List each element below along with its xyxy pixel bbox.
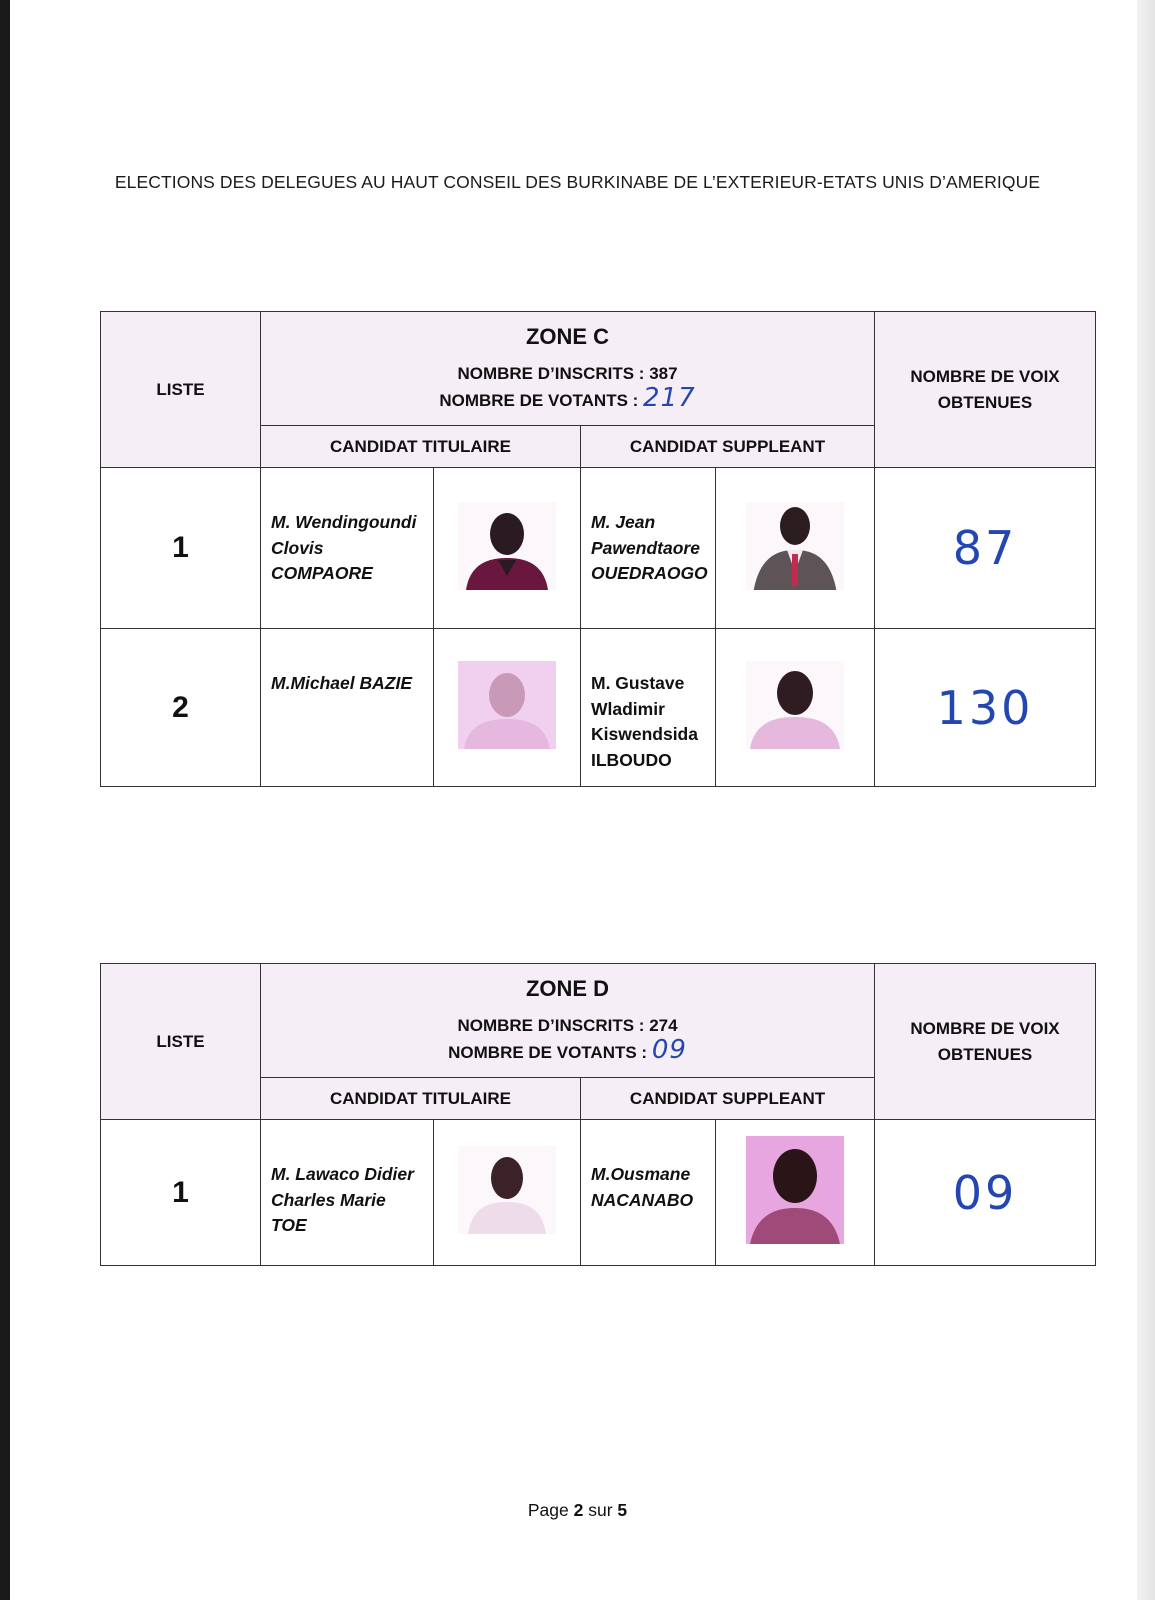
page-edge-right	[1137, 0, 1155, 1600]
person-photo-icon	[746, 661, 844, 749]
zone-header	[261, 312, 875, 426]
votes-cell	[875, 468, 1096, 629]
titulaire-name: M.Michael BAZIE	[261, 629, 434, 787]
liste-header: LISTE	[101, 964, 261, 1120]
inscrits-line: NOMBRE D’INSCRITS : 387	[457, 364, 678, 383]
suppleant-photo-cell	[716, 468, 875, 629]
titulaire-header: CANDIDAT TITULAIRE	[261, 426, 581, 468]
person-photo-icon	[458, 502, 556, 590]
titulaire-name: M. Lawaco Didier Charles Marie TOE	[261, 1120, 434, 1266]
votants-line: NOMBRE DE VOTANTS : 217	[439, 383, 696, 413]
votants-handwritten: 09	[651, 1035, 687, 1065]
votes-header: NOMBRE DE VOIX OBTENUES	[875, 964, 1096, 1120]
votants-handwritten: 217	[643, 383, 696, 413]
zone-header	[261, 964, 875, 1078]
votes-header: NOMBRE DE VOIX OBTENUES	[875, 312, 1096, 468]
inscrits-line: NOMBRE D’INSCRITS : 274	[457, 1016, 678, 1035]
votes-handwritten: 09	[952, 1165, 1018, 1220]
page-current: 2	[573, 1500, 584, 1520]
page-edge-left	[0, 0, 10, 1600]
liste-header: LISTE	[101, 312, 261, 468]
votes-handwritten: 130	[936, 680, 1034, 735]
titulaire-photo-cell	[434, 629, 581, 787]
suppleant-photo-cell	[716, 1120, 875, 1266]
person-photo-icon	[746, 1136, 844, 1244]
inscrits-value: 274	[649, 1016, 678, 1035]
zone-d-table	[100, 963, 1096, 1266]
suppleant-name: M.Ousmane NACANABO	[581, 1120, 716, 1266]
titulaire-photo-cell	[434, 468, 581, 629]
votes-cell	[875, 1120, 1096, 1266]
votes-cell	[875, 629, 1096, 787]
titulaire-photo-cell	[434, 1120, 581, 1266]
liste-number: 1	[101, 468, 261, 629]
person-photo-icon	[458, 1146, 556, 1234]
votants-line: NOMBRE DE VOTANTS : 09	[448, 1035, 687, 1065]
suppleant-name: M. Jean Pawendtaore OUEDRAOGO	[581, 468, 716, 629]
zone-title: ZONE D	[525, 976, 610, 1001]
zone-title: ZONE C	[525, 324, 610, 349]
zone-c-table	[100, 311, 1096, 787]
suppleant-photo-cell	[716, 629, 875, 787]
votes-handwritten: 87	[952, 521, 1018, 575]
document-title: ELECTIONS DES DELEGUES AU HAUT CONSEIL DES BURKINABE DE L’EXTERIEUR-ETATS UNIS D’AMERIQUE	[114, 172, 1041, 192]
page-footer: Page 2 sur 5	[527, 1500, 628, 1520]
titulaire-name: M. Wendingoundi Clovis COMPAORE	[261, 468, 434, 629]
liste-number: 2	[101, 629, 261, 787]
person-photo-icon	[458, 661, 556, 749]
suppleant-name: M. Gustave Wladimir Kiswendsida ILBOUDO	[581, 629, 716, 787]
suppleant-header: CANDIDAT SUPPLEANT	[581, 1078, 875, 1120]
page-total: 5	[617, 1500, 628, 1520]
inscrits-value: 387	[649, 364, 678, 383]
liste-number: 1	[101, 1120, 261, 1266]
suppleant-header: CANDIDAT SUPPLEANT	[581, 426, 875, 468]
person-photo-icon	[746, 502, 844, 590]
titulaire-header: CANDIDAT TITULAIRE	[261, 1078, 581, 1120]
